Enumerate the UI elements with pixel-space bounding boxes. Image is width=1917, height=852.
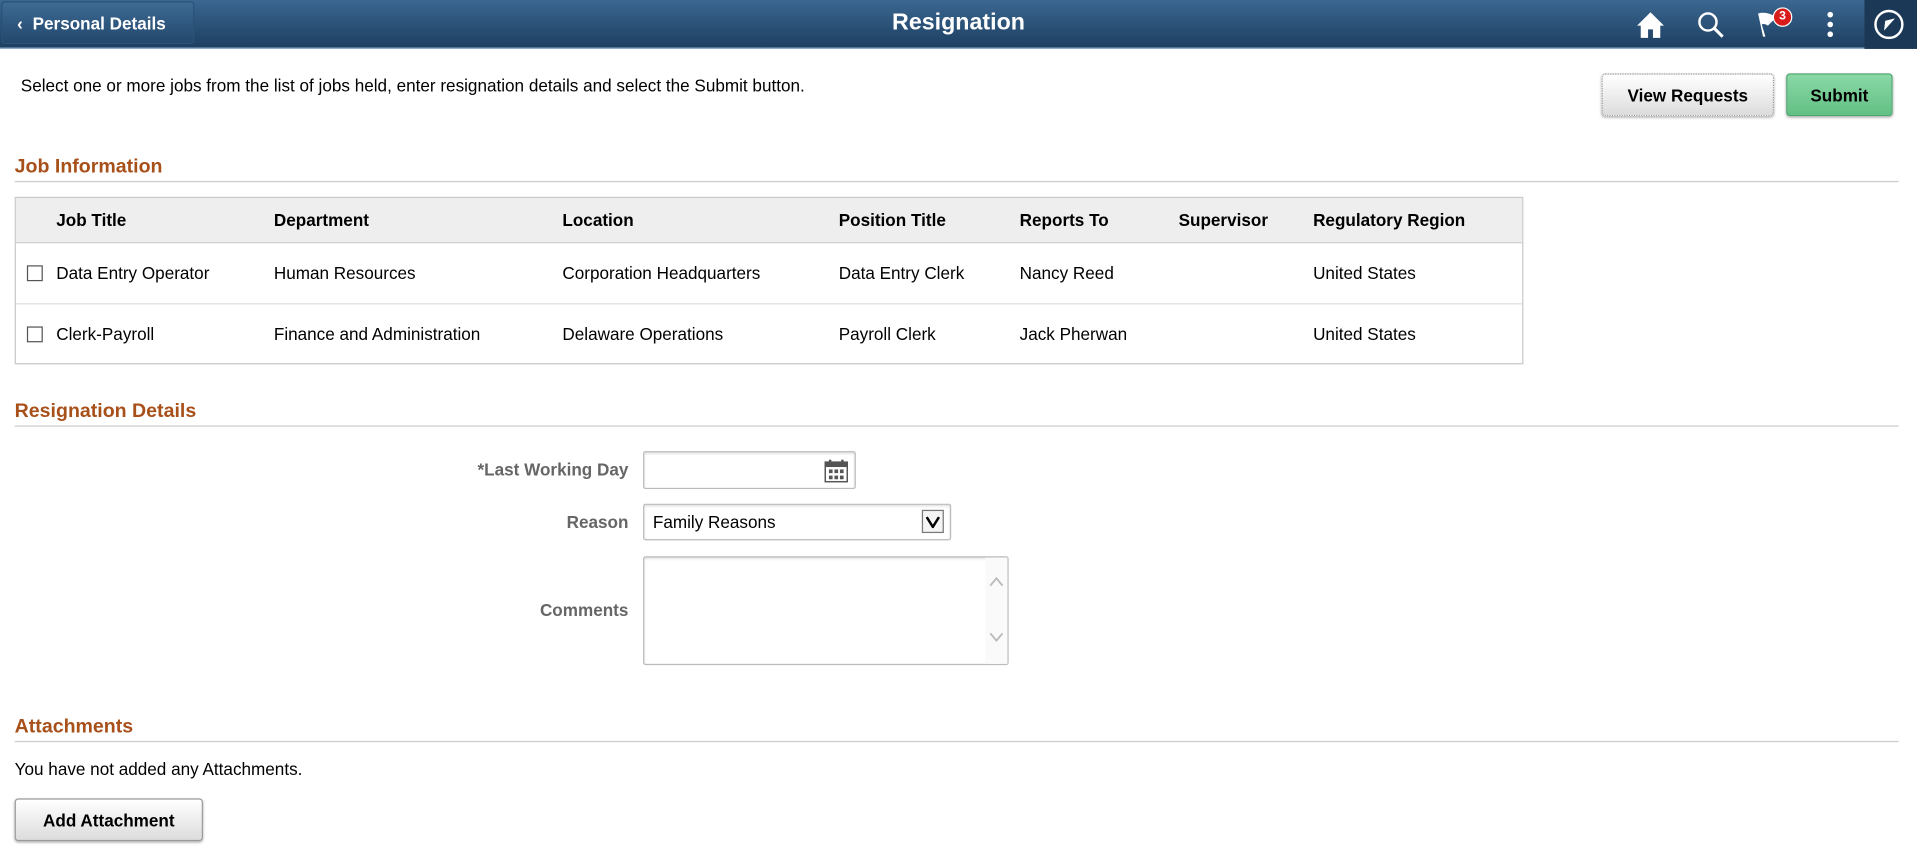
chevron-down-icon[interactable] <box>922 510 944 533</box>
navigator-icon[interactable] <box>1872 7 1906 41</box>
regulatory-region-cell: United States <box>1313 262 1416 283</box>
col-supervisor: Supervisor <box>1178 210 1269 230</box>
header-bar <box>0 0 1917 49</box>
last-working-day-field[interactable] <box>643 451 856 489</box>
no-attachments-text: You have not added any Attachments. <box>14 759 303 779</box>
department-cell: Finance and Administration <box>273 323 481 344</box>
position-title-cell: Payroll Clerk <box>838 323 936 344</box>
more-icon[interactable] <box>1813 7 1847 41</box>
calendar-icon[interactable] <box>824 458 848 482</box>
instructions-text: Select one or more jobs from the list of jobs held, enter resignation details and select the Submit button. <box>20 75 805 96</box>
chevron-left-icon: ‹ <box>17 12 23 33</box>
home-icon[interactable] <box>1633 7 1667 41</box>
scroll-down-icon[interactable] <box>989 632 1004 642</box>
location-cell: Delaware Operations <box>562 323 724 344</box>
job-table <box>15 197 1524 364</box>
attachments-heading: Attachments <box>14 716 134 738</box>
submit-button[interactable]: Submit <box>1786 73 1892 116</box>
row-checkbox[interactable] <box>27 265 43 281</box>
notification-badge: 3 <box>1773 7 1793 27</box>
reports-to-cell: Nancy Reed <box>1019 262 1114 283</box>
location-cell: Corporation Headquarters <box>562 262 761 283</box>
col-position-title: Position Title <box>838 210 946 230</box>
reports-to-cell: Jack Pherwan <box>1019 323 1128 344</box>
job-title-cell: Data Entry Operator <box>56 262 210 283</box>
col-job-title: Job Title <box>56 210 127 230</box>
position-title-cell: Data Entry Clerk <box>838 262 965 283</box>
reason-label: Reason <box>566 512 629 532</box>
reason-select[interactable] <box>643 504 951 541</box>
comments-textarea[interactable] <box>643 556 1009 665</box>
divider <box>15 181 1899 182</box>
table-header <box>16 198 1522 243</box>
view-requests-button[interactable]: View Requests <box>1602 73 1774 116</box>
search-icon[interactable] <box>1693 7 1727 41</box>
resignation-details-heading: Resignation Details <box>14 401 197 422</box>
regulatory-region-cell: United States <box>1313 323 1416 344</box>
divider <box>15 425 1899 426</box>
col-department: Department <box>273 210 369 230</box>
scrollbar[interactable] <box>985 558 1007 664</box>
col-reports-to: Reports To <box>1019 210 1109 230</box>
department-cell: Human Resources <box>273 262 416 283</box>
table-row <box>16 304 1522 365</box>
row-checkbox[interactable] <box>27 326 43 342</box>
back-label: Personal Details <box>32 12 166 33</box>
page-title: Resignation <box>892 9 1025 36</box>
job-title-cell: Clerk-Payroll <box>56 323 155 344</box>
col-location: Location <box>562 210 634 230</box>
col-regulatory-region: Regulatory Region <box>1313 210 1466 230</box>
table-row <box>16 243 1522 304</box>
job-information-heading: Job Information <box>14 156 163 178</box>
add-attachment-button[interactable]: Add Attachment <box>15 798 203 841</box>
divider <box>15 741 1899 742</box>
scroll-up-icon[interactable] <box>989 577 1004 587</box>
reason-value: Family Reasons <box>652 512 776 532</box>
comments-label: Comments <box>539 600 629 620</box>
last-working-day-label: *Last Working Day <box>477 459 629 480</box>
